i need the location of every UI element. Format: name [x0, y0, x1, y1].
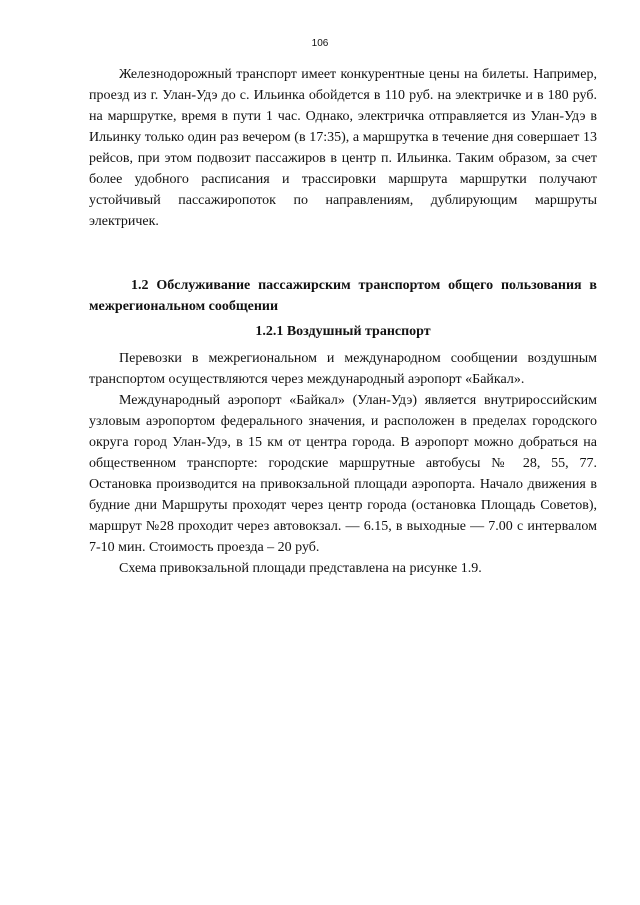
section-heading: 1.2 Обслуживание пассажирским транспортом общего пользования в межрегиональном сообщении: [89, 278, 597, 314]
paragraph-air-intro: Перевозки в межрегиональном и международном сообщении воздушным транспортом осуществляются через международный аэропорт «Байкал».: [89, 351, 597, 387]
paragraph-rail-transport: Железнодорожный транспорт имеет конкурентные цены на билеты. Например, проезд из г. Улан-Удэ до с. Ильинка обойдется в 110 руб. на электричке и в 180 руб. на маршрутке, время в пути 1 час. Однако, электричка отправляется из Улан-Удэ в Ильинку только один раз вечером (в 17:35), а маршрутка в течение дня совершает 13 рейсов, при этом подвозит пассажиров в центр п. Ильинка. Таким образом, за счет более удобного расписания и трассировки маршрута маршрутки получают устойчивый пассажиропоток по направлениям, дублирующим маршруты электричек.: [89, 67, 597, 229]
document-body: [89, 64, 597, 579]
paragraph-scheme-reference: Схема привокзальной площади представлена на рисунке 1.9.: [119, 561, 482, 576]
page-number: 106: [311, 38, 329, 49]
paragraph-airport: Международный аэропорт «Байкал» (Улан-Удэ) является внутрироссийским узловым аэропортом федерального значения, и расположен в пределах городского округа город Улан-Удэ, в 15 км от центра города. В аэропорт можно добраться на общественном транспорте: городские маршрутные автобусы № 28, 55, 77. Остановка производится на привокзальной площади аэропорта. Начало движения в будние дни Маршруты проходят через центр города (остановка Площадь Советов), маршрут №28 проходит через автовокзал. — 6.15, в выходные — 7.00 с интервалом 7-10 мин. Стоимость проезда – 20 руб.: [89, 393, 597, 555]
subsection-heading: 1.2.1 Воздушный транспорт: [255, 324, 431, 339]
section-spacer: [89, 232, 597, 275]
